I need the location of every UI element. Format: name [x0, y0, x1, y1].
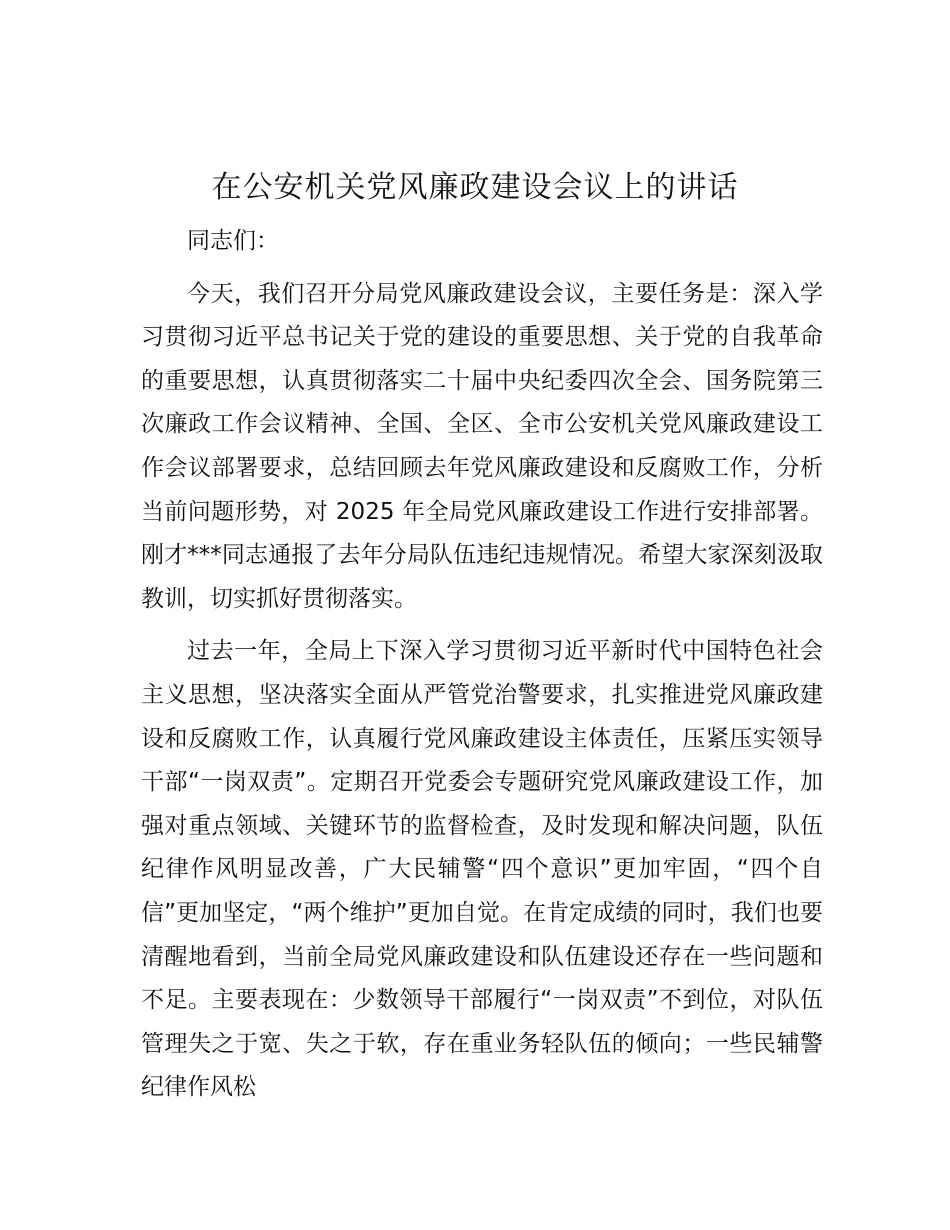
salutation: 同志们： [187, 228, 279, 254]
document-body [141, 220, 823, 1110]
paragraph-2: 过去一年，全局上下深入学习贯彻习近平新时代中国特色社会主义思想，坚决落实全面从严管党治警要求，扎实推进党风廉政建设和反腐败工作，认真履行党风廉政建设主体责任，压紧压实领导干部“一岗双责”。定期召开党委会专题研究党风廉政建设工作，加强对重点领域、关键环节的监督检查，及时发现和解决问题，队伍纪律作风明显改善，广大民辅警“四个意识”更加牢固，“四个自信”更加坚定，“两个维护”更加自觉。在肯定成绩的同时，我们也要清醒地看到，当前全局党风廉政建设和队伍建设还存在一些问题和不足。主要表现在：少数领导干部履行“一岗双责”不到位，对队伍管理失之于宽、失之于软，存在重业务轻队伍的倾向；一些民辅警纪律作风松 [141, 638, 823, 1101]
document-title: 在公安机关党风廉政建设会议上的讲话 [211, 170, 739, 205]
paragraph-1: 今天，我们召开分局党风廉政建设会议，主要任务是：深入学习贯彻习近平总书记关于党的建设的重要思想、关于党的自我革命的重要思想，认真贯彻落实二十届中央纪委四次全会、国务院第三次廉政工作会议精神、全国、全区、全市公安机关党风廉政建设工作会议部署要求，总结回顾去年党风廉政建设和反腐败工作，分析当前问题形势，对 2025 年全局党风廉政建设工作进行安排部署。刚才***同志通报了去年分局队伍违纪违规情况。希望大家深刻汲取教训，切实抓好贯彻落实。 [141, 280, 823, 612]
